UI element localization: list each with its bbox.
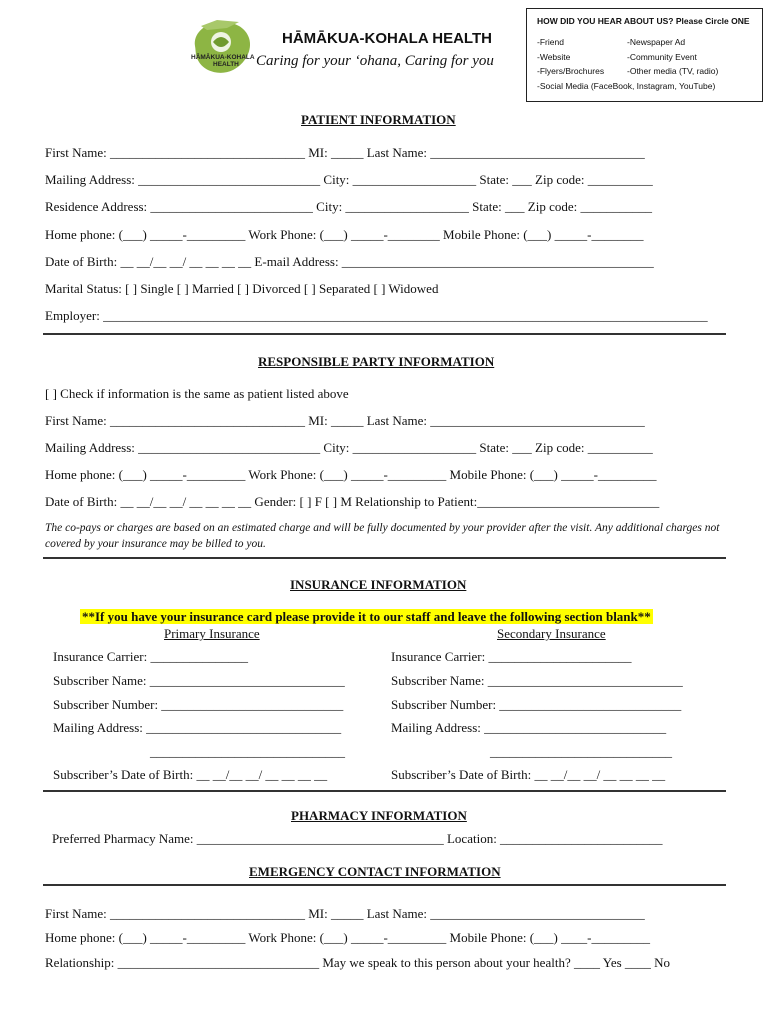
organization-logo bbox=[187, 16, 257, 78]
secondary-subscriber-name-line[interactable]: Subscriber Name: ______________________________ bbox=[391, 673, 683, 688]
responsible-phone-line[interactable]: Home phone: (___) _____-_________ Work Phone: (___) _____-_________ Mobile Phone: (___) _____-_________ bbox=[45, 467, 657, 482]
responsible-name-line[interactable]: First Name: ______________________________ MI: _____ Last Name: _________________________________ bbox=[45, 413, 645, 428]
organization-tagline: Caring for your ‘ohana, Caring for you bbox=[256, 53, 494, 69]
primary-mailing-address-line[interactable]: Mailing Address: ______________________________ bbox=[53, 720, 342, 735]
referral-option-flyers[interactable]: -Flyers/Brochures bbox=[537, 66, 605, 76]
primary-mailing-address-line-2[interactable]: ______________________________ bbox=[150, 744, 345, 759]
patient-dob-email-line[interactable]: Date of Birth: __ __/__ __/ __ __ __ __ E-mail Address: ________________________________________________ bbox=[45, 254, 654, 269]
secondary-carrier-line[interactable]: Insurance Carrier: ______________________ bbox=[391, 649, 632, 664]
pharmacy-section-title: PHARMACY INFORMATION bbox=[291, 808, 467, 823]
patient-employer-line[interactable]: Employer: _____________________________________________________________________________________________ bbox=[45, 308, 708, 323]
section-divider bbox=[43, 333, 726, 335]
secondary-mailing-address-line-2[interactable]: ____________________________ bbox=[490, 744, 672, 759]
primary-subscriber-number-line[interactable]: Subscriber Number: ____________________________ bbox=[53, 697, 344, 712]
secondary-subscriber-dob-line[interactable]: Subscriber’s Date of Birth: __ __/__ __/ __ __ __ __ bbox=[391, 767, 666, 782]
emergency-section-title: EMERGENCY CONTACT INFORMATION bbox=[249, 864, 501, 879]
section-divider bbox=[43, 557, 726, 559]
secondary-subscriber-number-line[interactable]: Subscriber Number: ____________________________ bbox=[391, 697, 682, 712]
logo-text: HĀMĀKUA-KOHALA bbox=[191, 54, 255, 61]
secondary-insurance-heading: Secondary Insurance bbox=[497, 626, 606, 641]
patient-phone-line[interactable]: Home phone: (___) _____-_________ Work Phone: (___) _____-________ Mobile Phone: (___) _____-________ bbox=[45, 227, 644, 242]
patient-marital-status-line[interactable]: Marital Status: [ ] Single [ ] Married [ ] Divorced [ ] Separated [ ] Widowed bbox=[45, 281, 439, 296]
referral-option-website[interactable]: -Website bbox=[537, 52, 571, 62]
patient-mailing-address-line[interactable]: Mailing Address: ____________________________ City: ___________________ State: ___ Zip code: __________ bbox=[45, 172, 653, 187]
referral-option-friend[interactable]: -Friend bbox=[537, 37, 564, 47]
referral-source-box bbox=[526, 8, 763, 102]
referral-option-community-event[interactable]: -Community Event bbox=[627, 52, 697, 62]
patient-section-title: PATIENT INFORMATION bbox=[301, 112, 456, 127]
referral-option-other-media[interactable]: -Other media (TV, radio) bbox=[627, 66, 719, 76]
insurance-card-notice-text: **If you have your insurance card please provide it to our staff and leave the following section blank** bbox=[82, 609, 651, 624]
emergency-phone-line[interactable]: Home phone: (___) _____-_________ Work Phone: (___) _____-_________ Mobile Phone: (___) ____-_________ bbox=[45, 930, 650, 945]
pharmacy-line[interactable]: Preferred Pharmacy Name: ______________________________________ Location: _________________________ bbox=[52, 831, 663, 846]
referral-option-newspaper[interactable]: -Newspaper Ad bbox=[627, 37, 686, 47]
referral-option-social-media[interactable]: -Social Media (FaceBook, Instagram, YouTube) bbox=[537, 81, 716, 91]
primary-subscriber-dob-line[interactable]: Subscriber’s Date of Birth: __ __/__ __/ __ __ __ __ bbox=[53, 767, 328, 782]
responsible-mailing-address-line[interactable]: Mailing Address: ____________________________ City: ___________________ State: ___ Zip code: __________ bbox=[45, 440, 653, 455]
secondary-mailing-address-line[interactable]: Mailing Address: ____________________________ bbox=[391, 720, 667, 735]
same-as-patient-checkbox-line[interactable]: [ ] Check if information is the same as patient listed above bbox=[45, 386, 349, 401]
primary-insurance-heading: Primary Insurance bbox=[164, 626, 260, 641]
primary-carrier-line[interactable]: Insurance Carrier: _______________ bbox=[53, 649, 248, 664]
emergency-relationship-line[interactable]: Relationship: _______________________________ May we speak to this person about your health? ____ Yes ____ No bbox=[45, 955, 671, 970]
primary-subscriber-name-line[interactable]: Subscriber Name: ______________________________ bbox=[53, 673, 345, 688]
patient-name-line[interactable]: First Name: ______________________________ MI: _____ Last Name: _________________________________ bbox=[45, 145, 645, 160]
logo-text: HEALTH bbox=[213, 61, 239, 68]
referral-source-title: HOW DID YOU HEAR ABOUT US? Please Circle ONE bbox=[537, 16, 750, 26]
organization-name: HĀMĀKUA-KOHALA HEALTH bbox=[282, 30, 492, 47]
insurance-section-title: INSURANCE INFORMATION bbox=[290, 577, 467, 592]
emergency-name-line[interactable]: First Name: ______________________________ MI: _____ Last Name: _________________________________ bbox=[45, 906, 645, 921]
insurance-card-notice bbox=[80, 608, 653, 626]
section-divider bbox=[43, 884, 726, 886]
section-divider bbox=[43, 790, 726, 792]
responsible-dob-gender-line[interactable]: Date of Birth: __ __/__ __/ __ __ __ __ Gender: [ ] F [ ] M Relationship to Patient:____________________________ bbox=[45, 494, 660, 509]
billing-disclaimer: The co-pays or charges are based on an estimated charge and will be fully documented by your provider after the visit. Any additional charges not covered by your insurance may be billed to you. bbox=[45, 522, 720, 550]
hawaii-island-logo-icon bbox=[187, 16, 257, 78]
patient-residence-address-line[interactable]: Residence Address: _________________________ City: ___________________ State: ___ Zip code: ___________ bbox=[45, 199, 652, 214]
responsible-section-title: RESPONSIBLE PARTY INFORMATION bbox=[258, 354, 495, 369]
